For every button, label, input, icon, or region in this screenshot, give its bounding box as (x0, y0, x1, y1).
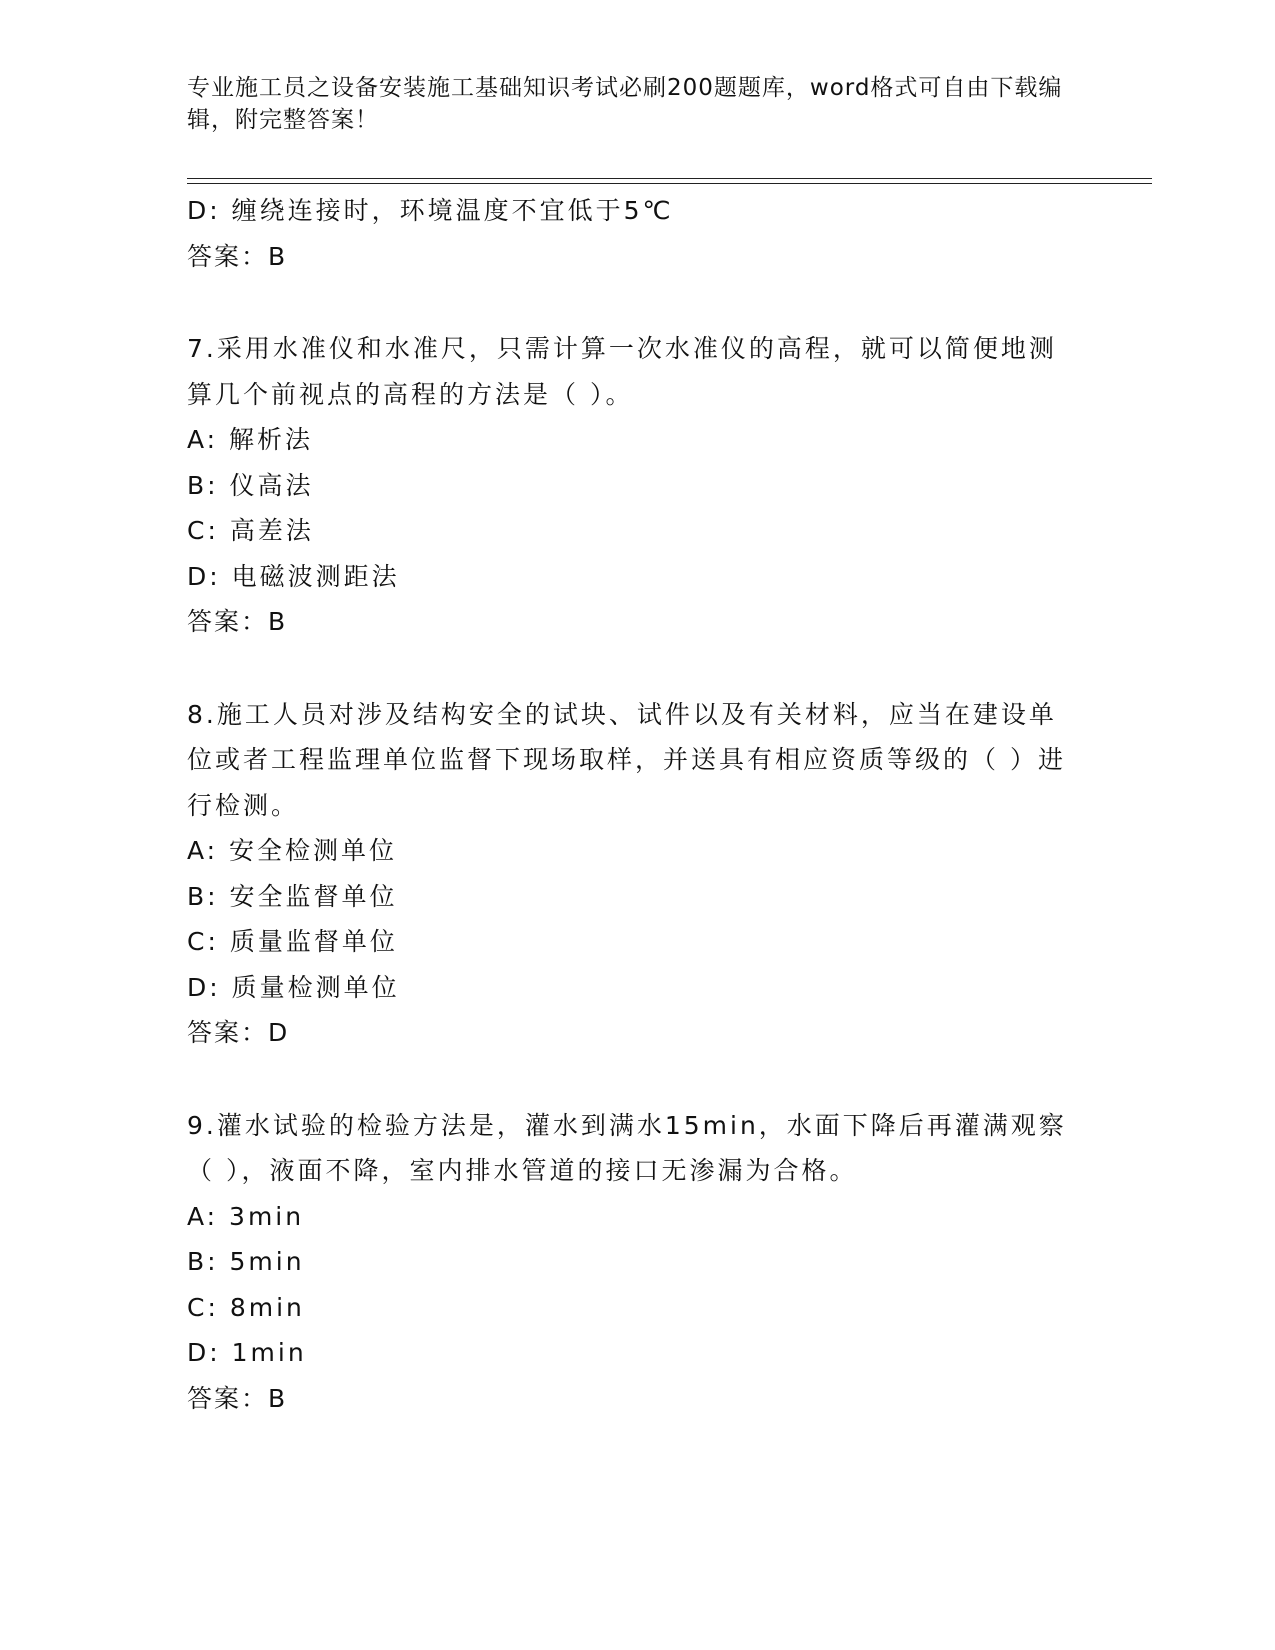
question-gap (187, 645, 1087, 692)
option-b: B: 安全监督单位 (187, 881, 398, 911)
option-b: B: 5min (187, 1247, 305, 1276)
header-rule-bottom (187, 183, 1152, 184)
answer-line: 答案：B (187, 1383, 288, 1413)
question-text: 8.施工人员对涉及结构安全的试块、试件以及有关材料，应当在建设单位或者工程监理单位监督下现场取样，并送具有相应资质等级的（ ）进行检测。 (187, 699, 1066, 820)
option-c: C: 8min (187, 1292, 305, 1322)
question-7 (187, 326, 1087, 645)
option-a: A: 3min (187, 1201, 305, 1231)
question-gap (187, 279, 1087, 326)
option-d: D: 电磁波测距法 (187, 561, 400, 591)
option-d: D: 缠绕连接时，环境温度不宜低于5℃ (187, 196, 674, 225)
option-a: A: 解析法 (187, 425, 314, 454)
option-c: C: 高差法 (187, 516, 314, 545)
option-d: D: 质量检测单位 (187, 972, 400, 1002)
question-content (187, 188, 1087, 1421)
question-text: 7.采用水准仪和水准尺，只需计算一次水准仪的高程，就可以简便地测算几个前视点的高程的方法是（ ）。 (187, 334, 1057, 409)
question-gap (187, 1056, 1087, 1103)
header-rule-top (187, 178, 1152, 179)
option-a: A: 安全检测单位 (187, 836, 398, 865)
option-c: C: 质量监督单位 (187, 927, 398, 956)
answer-line: 答案：D (187, 1018, 290, 1047)
document-header (187, 72, 1067, 136)
question-text: 9.灌水试验的检验方法是，灌水到满水15min，水面下降后再灌满观察（ ），液面不降，室内排水管道的接口无渗漏为合格。 (187, 1110, 1067, 1185)
continued-question (187, 188, 1087, 279)
option-b: B: 仪高法 (187, 470, 314, 500)
answer-line: 答案：B (187, 607, 288, 636)
header-title: 专业施工员之设备安装施工基础知识考试必刷200题题库，word格式可自由下载编辑，附完整答案！ (187, 75, 1063, 133)
answer-line: 答案：B (187, 241, 288, 271)
question-8 (187, 692, 1087, 1056)
question-9 (187, 1103, 1087, 1422)
option-d: D: 1min (187, 1338, 307, 1367)
